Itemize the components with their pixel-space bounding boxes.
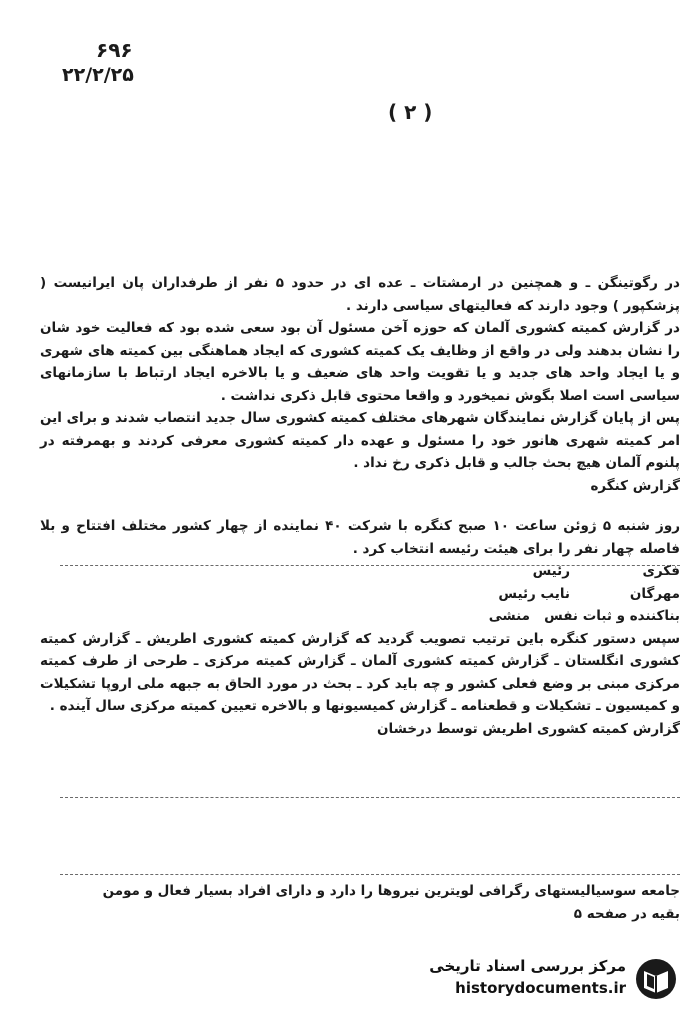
document-number: ۶۹۶ <box>96 38 133 62</box>
page-marker: ( ۲ ) <box>388 100 433 124</box>
officer-name: فکری <box>642 563 680 579</box>
congress-intro: روز شنبه ۵ ژوئن ساعت ۱۰ صبح کنگره با شرکت ۴۰ نماینده از چهار کشور مختلف افتتاح و بلا فاصله چهار نفر را برای هیئت رئیسه انتخاب کرد . <box>40 518 680 557</box>
officer-role: منشی <box>488 608 530 624</box>
watermark-title: مرکز بررسی اسناد تاریخی <box>429 957 626 975</box>
officer-name: بناکننده و ثبات نفس <box>544 608 680 624</box>
continued-note: بقیه در صفحه ۵ <box>573 905 680 922</box>
watermark-url: historydocuments.ir <box>455 979 626 997</box>
congress-agenda: سپس دستور کنگره باین ترتیب تصویب گردید که گزارش کمیته کشوری اطریش ـ گزارش کمیته کشوری انگلستان ـ گزارش کمیته کشوری آلمان ـ گزارش کمیته مرکزی ـ طرحی از طرف کمیته مرکزی مبنی بر وضع فعلی کشور و چه باید کرد ـ بحث در مورد الحاق به جبهه ملی اروپا تشکیلات و کمیسیون ـ تشکیلات و قطعنامه ـ گزارش کمیسیونها و بالاخره تعیین کمیته مرکزی سال آینده . <box>40 630 680 714</box>
section-gap <box>40 497 680 515</box>
divider-line <box>60 874 680 875</box>
paragraph-committee-report: در گزارش کمیته کشوری آلمان که حوزه آخن مسئول آن بود سعی شده بود که فعالیت خود شان را نشان بدهند ولی در واقع از وظایف یک کمیته کشوری که ایجاد هماهنگی بین کمیته های شهری و یا ایجاد واحد های جدید و یا تقویت واحد های ضعیف و یا بالاخره ایجاد ارتباط با سازمانهای سیاسی است اصلا بگوش نمیخورد و واقعا محتوی قابل ذکری نداشت . <box>40 320 680 404</box>
officer-row <box>40 583 680 606</box>
document-body <box>40 272 680 740</box>
divider-line <box>60 797 680 798</box>
officer-role: نایب رئیس <box>498 585 570 602</box>
paragraph-city-representatives: پس از پایان گزارش نمایندگان شهرهای مختلف کمیته کشوری سال جدید انتصاب شدند و برای این امر کمیته شهری هانور خود را مسئول و عهده دار کمیته کشوری معرفی کردند و بهمرفته در پلنوم آلمان هیچ بحث جالب و قابل ذکری رخ نداد . <box>40 410 680 471</box>
officer-name: مهرگان <box>629 585 680 602</box>
officer-row <box>40 560 680 583</box>
document-date: ۲۲/۲/۲۵ <box>62 64 134 86</box>
divider-line <box>60 565 680 566</box>
officer-role: رئیس <box>532 563 570 579</box>
congress-final-item: گزارش کمیته کشوری اطریش توسط درخشان <box>377 720 680 737</box>
footnote-line: جامعه سوسیالیستهای رگرافی لویترین نیروها را دارد و دارای افراد بسیار فعال و مومن <box>102 883 680 899</box>
congress-heading: گزارش کنگره <box>590 477 680 494</box>
book-fold-logo-icon <box>634 957 678 1001</box>
officer-row <box>40 605 680 628</box>
footnote <box>40 880 680 925</box>
watermark <box>386 955 686 1005</box>
paragraph-goettingen: در رگوتینگن ـ و همچنین در ارمشتات ـ عده ای در حدود ۵ نفر از طرفداران پان ایرانیست ( پزشکپور ) وجود دارند که فعالیتهای سیاسی دارند . <box>40 275 680 314</box>
